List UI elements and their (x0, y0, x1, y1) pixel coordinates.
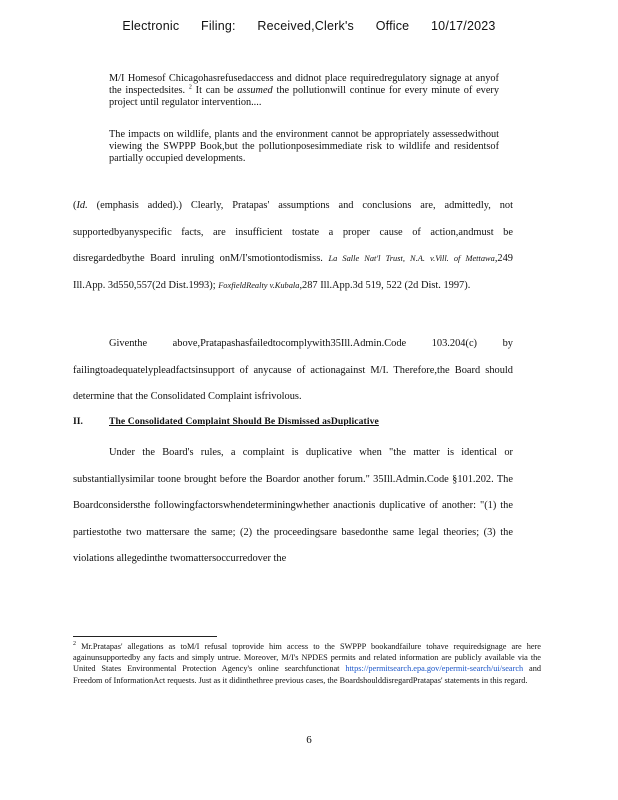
paragraph-text: Giventhe above,Pratapashasfailedtocomplywith35Ill.Admin.Code 103.204(c) by failingtoadequatelypleadfactsinsupport of anycause of actionagainst M/I. Therefore,the Board should determine that the Consolidated Complaint isfrivolous. (73, 338, 513, 403)
section-number: II. (73, 416, 83, 427)
case-name: FoxfieldRealty v.Kubala (218, 280, 300, 290)
case-name: La Salle Nat'l Trust, N.A. v.Vill. of Mettawa (328, 254, 495, 264)
body-paragraph-3 (73, 440, 513, 573)
body-paragraph-1: (Id. (emphasis added).) Clearly, Pratapas' assumptions and conclusions are, admittedly, not supportedbyanyspecific facts, are insufficient tostate a proper cause of action,andmust be disregardedbythe Board inruling onM/I'smotiontodismiss. La Salle Nat'l Trust, N.A. v.Vill. of Mettawa,249 Ill.App. 3d550,557(2d Dist.1993); FoxfieldRealty v.Kubala,287 Ill.App.3d 519, 522 (2d Dist. 1997). (73, 200, 513, 291)
header-filing: Filing: (200, 19, 236, 33)
quote-text: M/I Homesof Chicagohasrefusedaccess and didnot place requiredregulatory signage at anyof the inspectedsites. (109, 73, 499, 97)
header-office: Office (375, 19, 410, 33)
citation-id: Id. (76, 200, 88, 211)
quote-text: It can be (195, 85, 234, 97)
footnote-text: Mr.Pratapas' allegations as toM/I refusal toprovide him access to the SWPPP bookandfailure tohave requiredsignage are here againunsupportedby any facts and simply untrue. Moreover, M/I's NPDES permits and related information are publicly available via the United States Environmental Protection Agency's online searchfunctionat (73, 642, 541, 674)
quote-text: the pollutionwill continue for every minute of every project until regulator intervention.... (109, 85, 499, 109)
footnote (73, 641, 541, 686)
header-date: 10/17/2023 (431, 19, 496, 33)
quote-emphasis: assumed (237, 85, 273, 97)
footnote-reference[interactable]: 2 (188, 84, 192, 91)
footnote-divider (73, 636, 217, 637)
header-received: Received,Clerk's (257, 19, 355, 33)
block-quote-paragraph-2 (109, 129, 499, 166)
quote-text: The impacts on wildlife, plants and the environment cannot be appropriately assessedwithout viewing the SWPPP Book,but the pollutionposesimmediate risk to wildlife and residentsof partially occupied developments. (109, 129, 499, 165)
header-electronic: Electronic (122, 19, 180, 33)
epa-permit-search-link[interactable]: https://permitsearch.epa.gov/epermit-search/ui/search (345, 664, 524, 674)
footnote-text: and Freedom of InformationAct requests. Just as it didinthethree previous cases, the BoardshoulddisregardPratapas' statements in this regard. (73, 664, 542, 685)
block-quote-paragraph-1 (109, 73, 499, 110)
case-citation: ,287 Ill.App.3d 519, 522 (2d Dist. 1997). (299, 279, 471, 291)
paragraph-text: Under the Board's rules, a complaint is duplicative when "the matter is identical or substantiallysimilar toone brought before the Boardor another forum." 35Ill.Admin.Code §101.202. The Boardconsidersthe followingfactorswhendeterminingwhether anactionis duplicative of another: "(1) the partiestothe two mattersare the same; (2) the proceedingsare basedonthe same legal theories; (3) the violations allegedinthe twomattersoccurredover the (73, 447, 513, 565)
section-heading (73, 416, 513, 427)
paragraph-text: (emphasis added).) Clearly, Pratapas' assumptions and conclusions are, admittedly, not supportedbyanyspecific facts, are insufficient tostate a proper cause of action,andmust be disregardedbythe Board inruling onM/I'smotiontodismiss. (73, 200, 513, 265)
page-number: 6 (306, 734, 312, 746)
footnote-mark: 2 (73, 641, 76, 648)
efiling-header (0, 19, 618, 33)
body-paragraph-2 (73, 331, 513, 411)
section-title: The Consolidated Complaint Should Be Dismissed asDuplicative (109, 416, 379, 427)
case-citation: ,249 Ill.App. 3d550,557(2d Dist.1993); (73, 253, 513, 291)
